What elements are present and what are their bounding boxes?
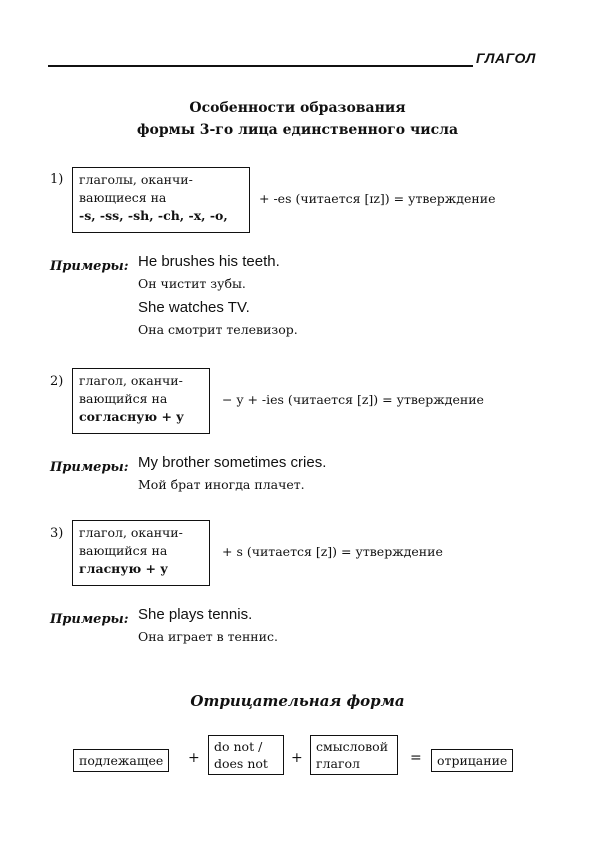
rule-1-box-line-3: -s, -ss, -sh, -ch, -x, -o,: [79, 208, 228, 223]
negative-subject-box: подлежащее: [73, 749, 169, 772]
negative-verb-line-2: глагол: [316, 756, 360, 771]
rule-1-number: 1): [50, 172, 64, 187]
rule-2-example-1-en: My brother sometimes cries.: [138, 454, 327, 471]
rule-2-box-line-3: согласную + y: [79, 409, 184, 424]
header-title: ГЛАГОЛ: [476, 50, 536, 66]
rule-1-box-line-1: глаголы, оканчи-: [79, 172, 193, 187]
rule-3-number: 3): [50, 526, 64, 541]
rule-2-number: 2): [50, 374, 64, 389]
rule-3-box-line-2: вающийся на: [79, 543, 168, 558]
rule-3-example-1-en: She plays tennis.: [138, 606, 253, 623]
rule-1-box-line-2: вающиеся на: [79, 190, 167, 205]
rule-3-condition-box: [72, 520, 210, 586]
rule-1-example-1-ru: Он чистит зубы.: [138, 276, 246, 291]
rule-1-example-2-ru: Она смотрит телевизор.: [138, 322, 298, 337]
negative-aux-line-1: do not /: [214, 739, 263, 754]
page-title-line2: формы 3-го лица единственного числа: [136, 122, 459, 138]
negative-aux-box: [208, 735, 284, 775]
negative-plus-1: +: [188, 750, 200, 766]
rule-2-box-line-2: вающийся на: [79, 391, 168, 406]
negative-plus-2: +: [291, 750, 303, 766]
rule-3-formula: + s (читается [z]) = утверждение: [222, 544, 443, 559]
rule-3-examples-label: Примеры:: [50, 612, 129, 627]
header-rule: [48, 65, 473, 67]
negative-verb-box: [310, 735, 398, 775]
negative-equals: =: [410, 750, 422, 766]
rule-1-examples-label: Примеры:: [50, 259, 129, 274]
negative-result-box: отрицание: [431, 749, 513, 772]
rule-3-box-line-3: гласную + y: [79, 561, 168, 576]
rule-2-condition-box: [72, 368, 210, 434]
rule-1-example-2-en: She watches TV.: [138, 299, 250, 316]
rule-1-condition-box: [72, 167, 250, 233]
rule-3-box-line-1: глагол, оканчи-: [79, 525, 183, 540]
page-title-line1: Особенности образования: [189, 100, 406, 116]
negative-aux-line-2: does not: [214, 756, 268, 771]
rule-2-formula: − y + -ies (читается [z]) = утверждение: [222, 392, 484, 407]
negative-form-title: Отрицательная форма: [190, 692, 405, 710]
rule-2-examples-label: Примеры:: [50, 460, 129, 475]
rule-2-box-line-1: глагол, оканчи-: [79, 373, 183, 388]
rule-2-example-1-ru: Мой брат иногда плачет.: [138, 477, 305, 492]
rule-3-example-1-ru: Она играет в теннис.: [138, 629, 278, 644]
rule-1-formula: + -es (читается [ɪz]) = утверждение: [259, 191, 496, 206]
negative-verb-line-1: смысловой: [316, 739, 389, 754]
rule-1-example-1-en: He brushes his teeth.: [138, 253, 280, 270]
